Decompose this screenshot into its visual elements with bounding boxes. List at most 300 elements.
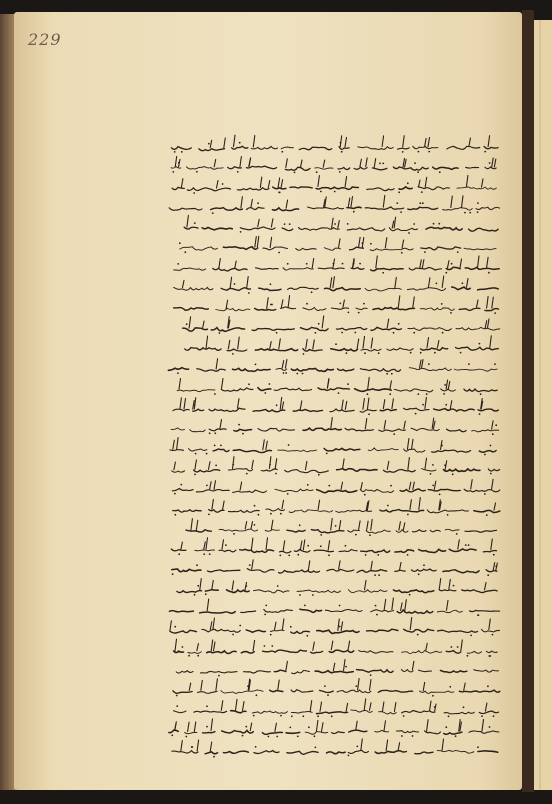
script-dot	[484, 151, 486, 153]
script-dot	[486, 514, 488, 516]
script-dot	[191, 746, 193, 748]
script-dot	[186, 323, 188, 325]
script-dot	[364, 494, 366, 496]
paper-page	[14, 12, 522, 790]
script-dot	[264, 645, 266, 647]
script-dot	[451, 646, 453, 648]
script-dot	[311, 291, 313, 293]
script-dot	[468, 544, 470, 546]
script-dot	[339, 605, 341, 607]
script-dot	[206, 705, 208, 707]
script-dot	[487, 574, 489, 576]
script-dot	[434, 352, 436, 354]
folio-number: 229	[28, 30, 62, 49]
script-dot	[331, 715, 333, 717]
script-dot	[364, 352, 366, 354]
script-dot	[172, 171, 174, 173]
script-dot	[174, 493, 176, 495]
script-dot	[297, 554, 299, 556]
script-dot	[444, 384, 446, 386]
script-dot	[457, 251, 459, 253]
binding-gutter	[522, 10, 534, 792]
script-dot	[450, 312, 452, 314]
script-dot	[398, 191, 400, 193]
script-dot	[237, 171, 239, 173]
script-dot	[362, 242, 364, 244]
script-dot	[289, 727, 291, 729]
script-dot	[219, 332, 221, 334]
script-dot	[441, 445, 443, 447]
script-dot	[194, 594, 196, 596]
script-dot	[467, 655, 469, 657]
script-dot	[432, 464, 434, 466]
script-dot	[367, 393, 369, 395]
script-dot	[299, 524, 301, 526]
script-dot	[378, 574, 380, 576]
script-dot	[302, 715, 304, 717]
script-dot	[257, 202, 259, 204]
script-dot	[315, 332, 317, 334]
script-dot	[297, 736, 299, 738]
script-dot	[213, 756, 215, 758]
script-dot	[304, 605, 306, 607]
script-dot	[317, 715, 319, 717]
script-dot	[420, 352, 422, 354]
script-dot	[240, 231, 242, 233]
script-dot	[245, 585, 247, 587]
script-dot	[296, 373, 298, 375]
script-dot	[249, 564, 251, 566]
script-dot	[327, 694, 329, 696]
script-dot	[382, 272, 384, 274]
script-dot	[193, 192, 195, 194]
script-dot	[347, 223, 349, 225]
script-dot	[239, 142, 241, 144]
script-dot	[174, 151, 176, 153]
script-dot	[333, 263, 335, 265]
script-dot	[215, 465, 217, 467]
script-dot	[495, 424, 497, 426]
script-dot	[354, 332, 356, 334]
script-dot	[393, 332, 395, 334]
script-dot	[214, 393, 216, 395]
script-dot	[470, 635, 472, 637]
script-dot	[493, 715, 495, 717]
script-dot	[177, 263, 179, 265]
script-dot	[280, 715, 282, 717]
script-dot	[418, 573, 420, 575]
script-dot	[438, 223, 440, 225]
script-dot	[421, 191, 423, 193]
script-dot	[320, 191, 322, 193]
script-dot	[314, 735, 316, 737]
script-dot	[234, 283, 236, 285]
script-dot	[255, 746, 257, 748]
script-dot	[242, 433, 244, 435]
script-dot	[171, 734, 173, 736]
script-dot	[460, 352, 462, 354]
script-dot	[347, 383, 349, 385]
script-dot	[220, 445, 222, 447]
script-dot	[214, 445, 216, 447]
script-dot	[489, 726, 491, 728]
script-dot	[276, 736, 278, 738]
script-dot	[239, 625, 241, 627]
script-dot	[281, 151, 283, 153]
script-dot	[396, 202, 398, 204]
script-dot	[307, 545, 309, 547]
script-dot	[315, 747, 317, 749]
script-dot	[409, 594, 411, 596]
script-word-stroke	[466, 167, 479, 168]
script-dot	[206, 485, 208, 487]
script-dot	[270, 304, 272, 306]
script-dot	[318, 323, 320, 325]
script-dot	[203, 553, 205, 555]
script-dot	[442, 332, 444, 334]
script-dot	[484, 454, 486, 456]
script-dot	[415, 413, 417, 415]
script-dot	[196, 564, 198, 566]
script-dot	[495, 565, 497, 567]
script-dot	[341, 151, 343, 153]
script-dot	[355, 685, 357, 687]
script-dot	[248, 383, 250, 385]
script-dot	[382, 163, 384, 165]
script-dot	[271, 645, 273, 647]
script-dot	[407, 554, 409, 556]
script-dot	[426, 393, 428, 395]
script-dot	[256, 694, 258, 696]
script-dot	[484, 493, 486, 495]
script-dot	[289, 223, 291, 225]
page-edges-left	[0, 14, 16, 790]
script-dot	[177, 372, 179, 374]
script-dot	[342, 263, 344, 265]
script-dot	[345, 666, 347, 668]
script-dot	[386, 373, 388, 375]
script-dot	[490, 445, 492, 447]
script-dot	[328, 485, 330, 487]
script-dot	[278, 252, 280, 254]
script-dot	[341, 332, 343, 334]
script-dot	[334, 191, 336, 193]
script-dot	[400, 211, 402, 213]
script-dot	[356, 746, 358, 748]
script-dot	[287, 493, 289, 495]
script-dot	[328, 554, 330, 556]
script-dot	[339, 626, 341, 628]
script-dot	[417, 393, 419, 395]
script-dot	[492, 433, 494, 435]
script-dot	[378, 352, 380, 354]
script-dot	[422, 202, 424, 204]
script-dot	[346, 352, 348, 354]
script-dot	[423, 564, 425, 566]
script-dot	[214, 432, 216, 434]
script-dot	[479, 343, 481, 345]
script-dot	[306, 263, 308, 265]
script-dot	[410, 352, 412, 354]
script-dot	[403, 715, 405, 717]
script-dot	[448, 715, 450, 717]
script-dot	[348, 755, 350, 757]
script-dot	[494, 312, 496, 314]
script-dot	[422, 404, 424, 406]
script-dot	[393, 433, 395, 435]
script-dot	[288, 555, 290, 557]
script-dot	[340, 142, 342, 144]
script-dot	[465, 544, 467, 546]
script-dot	[413, 223, 415, 225]
script-dot	[417, 171, 419, 173]
script-dot	[197, 585, 199, 587]
script-dot	[269, 383, 271, 385]
script-dot	[359, 263, 361, 265]
script-dot	[432, 695, 434, 697]
script-dot	[242, 735, 244, 737]
script-dot	[275, 473, 277, 475]
script-dot	[374, 574, 376, 576]
script-dot	[424, 251, 426, 253]
script-dot	[444, 464, 446, 466]
script-dot	[254, 505, 256, 507]
script-dot	[225, 544, 227, 546]
script-dot	[479, 413, 481, 415]
script-dot	[376, 614, 378, 616]
script-dot	[247, 685, 249, 687]
script-dot	[245, 726, 247, 728]
script-dot	[291, 715, 293, 717]
script-dot	[447, 514, 449, 516]
script-dot	[307, 484, 309, 486]
next-leaf-edge	[534, 20, 552, 790]
script-dot	[445, 404, 447, 406]
script-dot	[280, 513, 282, 515]
script-dot	[490, 473, 492, 475]
script-dot	[345, 545, 347, 547]
script-dot	[468, 363, 470, 365]
script-dot	[290, 626, 292, 628]
script-dot	[268, 736, 270, 738]
script-dot	[306, 635, 308, 637]
script-dot	[195, 453, 197, 455]
script-dot	[209, 432, 211, 434]
script-dot	[338, 392, 340, 394]
script-dot	[324, 685, 326, 687]
script-dot	[182, 646, 184, 648]
script-dot	[279, 555, 281, 557]
script-dot	[389, 393, 391, 395]
script-dot	[402, 151, 404, 153]
script-dot	[417, 634, 419, 636]
script-dot	[339, 303, 341, 305]
script-dot	[365, 554, 367, 556]
script-dot	[232, 464, 234, 466]
script-dot	[407, 182, 409, 184]
script-dot	[449, 686, 451, 688]
script-dot	[408, 232, 410, 234]
script-dot	[390, 485, 392, 487]
script-dot	[445, 272, 447, 274]
script-dot	[443, 393, 445, 395]
script-dot	[269, 464, 271, 466]
script-dot	[194, 474, 196, 476]
script-dot	[414, 162, 416, 164]
script-dot	[303, 353, 305, 355]
script-dot	[181, 151, 183, 153]
script-dot	[434, 706, 436, 708]
script-dot	[348, 312, 350, 314]
script-dot	[232, 353, 234, 355]
script-dot	[276, 404, 278, 406]
script-dot	[233, 533, 235, 535]
script-dot	[276, 332, 278, 334]
script-dot	[174, 626, 176, 628]
script-dot	[222, 183, 224, 185]
script-dot	[363, 303, 365, 305]
script-dot	[391, 373, 393, 375]
script-dot	[264, 392, 266, 394]
script-dot	[413, 332, 415, 334]
script-dot	[302, 373, 304, 375]
script-dot	[320, 545, 322, 547]
script-dot	[308, 726, 310, 728]
script-dot	[197, 655, 199, 657]
script-dot	[377, 554, 379, 556]
script-dot	[488, 655, 490, 657]
script-dot	[456, 533, 458, 535]
script-dot	[246, 473, 248, 475]
script-dot	[353, 263, 355, 265]
script-dot	[284, 223, 286, 225]
script-dot	[258, 514, 260, 516]
script-dot	[208, 514, 210, 516]
script-dot	[355, 534, 357, 536]
script-dot	[407, 514, 409, 516]
script-dot	[188, 655, 190, 657]
script-dot	[208, 143, 210, 145]
script-dot	[209, 553, 211, 555]
script-dot	[370, 674, 372, 676]
script-dot	[206, 726, 208, 728]
script-dot	[436, 283, 438, 285]
script-dot	[445, 726, 447, 728]
script-dot	[463, 706, 465, 708]
script-dot	[206, 453, 208, 455]
script-dot	[254, 524, 256, 526]
script-dot	[285, 372, 287, 374]
script-dot	[218, 675, 220, 677]
script-dot	[412, 735, 414, 737]
script-dot	[176, 705, 178, 707]
script-dot	[180, 484, 182, 486]
script-dot	[339, 171, 341, 173]
script-dot	[451, 263, 453, 265]
script-dot	[178, 162, 180, 164]
script-dot	[439, 171, 441, 173]
script-dot	[492, 634, 494, 636]
script-dot	[288, 444, 290, 446]
script-dot	[433, 223, 435, 225]
script-dot	[428, 151, 430, 153]
script-dot	[283, 372, 285, 374]
script-dot	[179, 242, 181, 244]
script-dot	[369, 534, 371, 536]
script-dot	[176, 695, 178, 697]
script-dot	[494, 363, 496, 365]
script-dot	[464, 212, 466, 214]
script-dot	[487, 685, 489, 687]
script-dot	[462, 282, 464, 284]
script-dot	[265, 605, 267, 607]
script-dot	[299, 594, 301, 596]
script-dot	[453, 585, 455, 587]
script-dot	[477, 614, 479, 616]
script-dot	[428, 363, 430, 365]
script-dot	[432, 485, 434, 487]
script-dot	[457, 646, 459, 648]
script-dot	[194, 404, 196, 406]
script-dot	[455, 735, 457, 737]
script-dot	[375, 605, 377, 607]
script-dot	[232, 634, 234, 636]
script-dot	[294, 172, 296, 174]
script-dot	[205, 593, 207, 595]
script-dot	[196, 171, 198, 173]
script-dot	[430, 473, 432, 475]
script-dot	[353, 211, 355, 213]
script-dot	[477, 202, 479, 204]
script-dot	[379, 163, 381, 165]
script-dot	[477, 211, 479, 213]
script-dot	[370, 243, 372, 245]
script-dot	[335, 525, 337, 527]
script-dot	[264, 614, 266, 616]
script-dot	[270, 634, 272, 636]
script-dot	[277, 585, 279, 587]
script-dot	[320, 534, 322, 536]
script-dot	[401, 735, 403, 737]
script-dot	[326, 453, 328, 455]
script-dot	[335, 343, 337, 345]
script-dot	[278, 192, 280, 194]
script-dot	[418, 151, 420, 153]
script-dot	[334, 223, 336, 225]
script-dot	[270, 283, 272, 285]
script-dot	[212, 212, 214, 214]
script-dot	[469, 212, 471, 214]
script-dot	[316, 171, 318, 173]
script-dot	[401, 252, 403, 254]
script-dot	[178, 553, 180, 555]
script-dot	[452, 473, 454, 475]
script-dot	[358, 312, 360, 314]
script-dot	[481, 715, 483, 717]
script-dot	[255, 364, 257, 366]
script-dot	[480, 393, 482, 395]
script-dot	[368, 413, 370, 415]
script-dot	[185, 736, 187, 738]
script-dot	[238, 424, 240, 426]
script-dot	[488, 272, 490, 274]
script-word-stroke	[286, 732, 300, 733]
script-dot	[174, 514, 176, 516]
script-dot	[387, 505, 389, 507]
script-dot	[253, 715, 255, 717]
script-dot	[441, 303, 443, 305]
script-dot	[493, 554, 495, 556]
